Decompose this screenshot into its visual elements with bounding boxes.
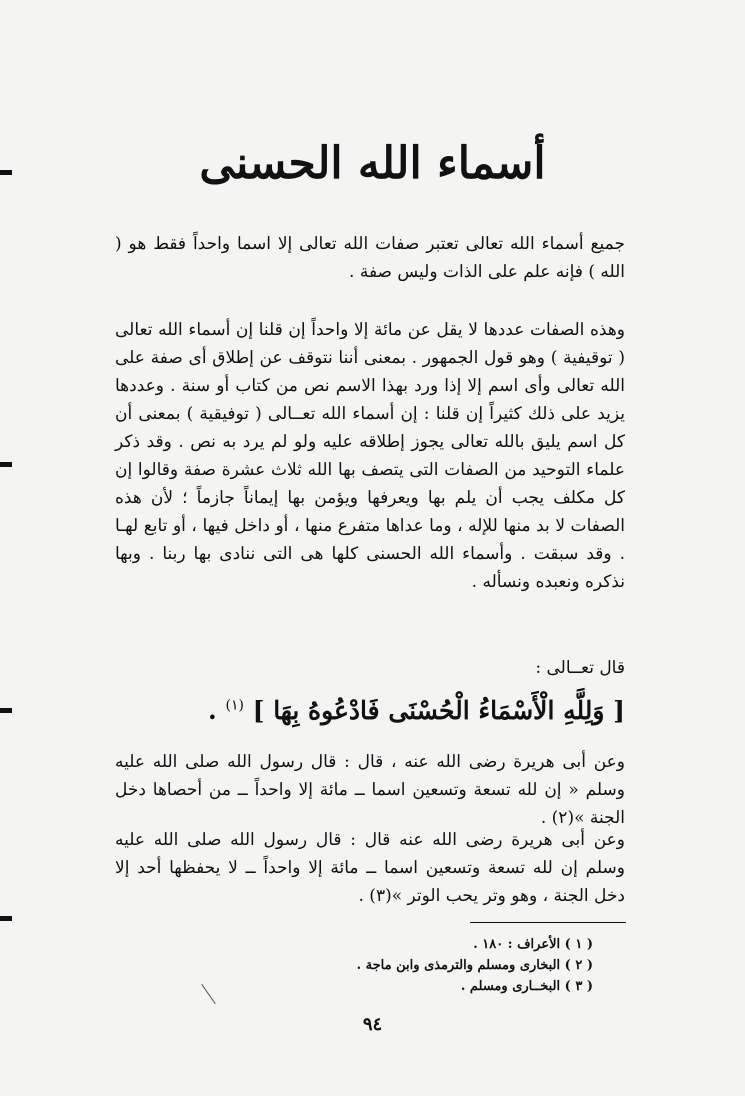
quran-verse [115,696,625,725]
paragraph-2: وهذه الصفات عددها لا يقل عن مائة إلا واحداً إن قلنا إن أسماء الله تعالى ( توقيفية ) وهو قول الجمهور . بمعنى أننا نتوقف عن إطلاق أى صفة على الله تعالى وأى اسم إلا إذا ورد بهذا الاسم نص من كتاب أو سنة . وعددها يزيد على ذلك كثيراً إن قلنا : إن أسماء الله تعــالى ( توفيقية ) بمعنى أن كل اسم يليق بالله تعالى يجوز إطلاقه عليه ولو لم يرد به نص . وقد ذكر علماء التوحيد من الصفات التى يتصف بها الله ثلاث عشرة صفة وقالوا إن كل مكلف يجب أن يلم بها ويعرفها ويؤمن بها إيماناً جازماً ؛ لأن هذه الصفات لا بد منها للإله ، وما عداها متفرع منها ، أو داخل فيها ، أو تابع لهـا . وقد سبقت . وأسماء الله الحسنى كلها هى التى ننادى بها ربنا . وبها نذكره ونعبده ونسأله . [115,320,625,592]
paragraph-1: جميع أسماء الله تعالى تعتبر صفات الله تعالى إلا اسما واحداً فقط هو ( الله ) فإنه علم على الذات وليس صفة . [115,234,625,282]
verse-text: [ وَلِلَّهِ الْأَسْمَاءُ الْحُسْنَى فَادْعُوهُ بِهَا ] [252,696,625,725]
hadith-1 [115,748,625,832]
paragraph-5: وعن أبى هريرة رضى الله عنه قال : قال رسول الله صلى الله عليه وسلم إن لله تسعة وتسعين اسما ــ مائة إلا واحداً ــ لا يحفظها أحد إلا دخل الجنة ، وهو وتر يحب الوتر »(٣) . [115,830,625,906]
verse-footnote-ref: (١) [225,697,244,714]
margin-mark-middle [0,462,12,467]
verse-intro [115,654,625,682]
page-title: أسماء الله الحسنى [199,138,546,189]
footnote-divider [470,922,626,923]
hadith-2 [115,826,625,910]
paragraph-4: وعن أبى هريرة رضى الله عنه ، قال : قال رسول الله صلى الله عليه وسلم « إن لله تسعة وتسعين اسما ــ مائة إلا واحداً ــ من أحصاها دخل الجنة »(٢) . [115,752,625,828]
margin-mark-lower [0,708,12,713]
footnote-1: ( ١ ) الأعراف : ١٨٠ . [473,937,593,952]
footnote-3: ( ٣ ) البخــارى ومسلم . [460,979,593,994]
margin-mark-bottom [0,916,12,921]
footnotes [173,934,593,997]
paragraph-attributes [115,316,625,596]
paragraph-3: قال تعــالى : [535,658,625,678]
footnote-2: ( ٢ ) البخارى ومسلم والترمذى وابن ماجة . [356,958,593,973]
page-number: ٩٤ [362,1014,383,1035]
paragraph-intro [115,230,625,286]
verse-end: . [208,696,217,725]
